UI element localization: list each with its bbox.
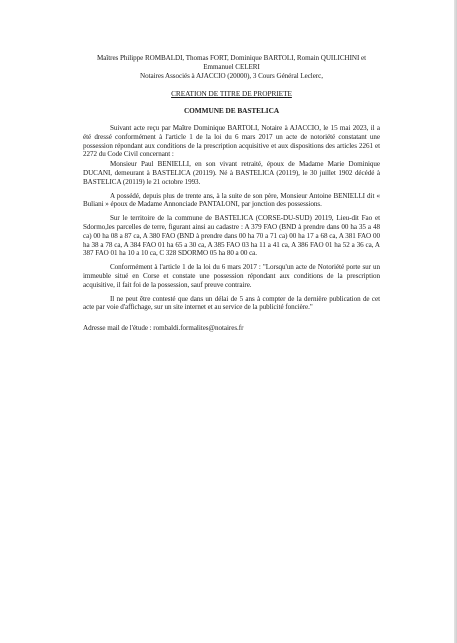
paragraph-owner: Monsieur Paul BENIELLI, en son vivant retraité, époux de Madame Marie Dominique DUCANI, demeurant à BASTELICA (20119). Né à BASTELICA (20119), le 30 juillet 1902 décédé à BASTELICA (20119) le 21 octobre 1993. (83, 160, 380, 186)
header-address-line: Notaires Associés à AJACCIO (20000), 3 Cours Général Leclerc, (140, 71, 323, 80)
paragraph-contest: Il ne peut être contesté que dans un délai de 5 ans à compter de la dernière publication de cet acte par voie d'affichage, sur un site internet et au service de la publicité foncière." (83, 294, 380, 312)
header-notaries-line-2: Emmanuel CELERI (203, 62, 260, 71)
notice-title: CREATION DE TITRE DE PROPRIETE (171, 89, 292, 99)
notice-subtitle: COMMUNE DE BASTELICA (183, 106, 280, 116)
paragraph-law: Conformément à l'article 1 de la loi du 6 mars 2017 : "Lorsqu'un acte de Notoriété porte sur un immeuble situé en Corse et constate une possession répondant aux conditions de la prescription acquisitive, il fait foi de la possession, sauf preuve contraire. (83, 263, 380, 289)
header-notaries-line: Maîtres Philippe ROMBALDI, Thomas FORT, Dominique BARTOLI, Romain QUILICHINI et (96, 54, 367, 62)
paragraph-act: Suivant acte reçu par Maître Dominique BARTOLI, Notaire à AJACCIO, le 15 mai 2023, il a été dressé conformément à l'article 1 de la loi du 6 mars 2017 un acte de notoriété constatant une possession répondant aux conditions de la prescription acquisitive et aux dispositions des articles 2261 et 2272 du Code Civil concernant : (83, 123, 380, 159)
paragraph-parcels: Sur le territoire de la commune de BASTELICA (CORSE-DU-SUD) 20119, Lieu-dit Fao et Sdormo,les parcelles de terre, figurant ainsi au cadastre : A 379 FAO (BND à prendre dans 00 ha 35 a 48 ca) 00 ha 08 a 87 ca, A 380 FAO (BND à prendre dans 00 ha 70 a 71 ca) 00 ha 17 a 68 ca, A 381 FAO 00 ha 38 a 78 ca, A 384 FAO 01 ha 65 a 30 ca, A 385 FAO 03 ha 11 a 41 ca, A 386 FAO 01 ha 52 a 36 ca, A 387 FAO 01 ha 10 a 10 ca, C 328 SDORMO 05 ha 80 a 00 ca. (83, 214, 380, 258)
notice-content (83, 54, 380, 333)
paragraph-possession: A possédé, depuis plus de trente ans, à la suite de son père, Monsieur Antoine BENIELLI dit « Buliani » époux de Madame Annonciade PANTALONI, par jonction des possessions. (83, 191, 380, 209)
office-email-line: Adresse mail de l'étude : rombaldi.formalites@notaires.fr (83, 324, 244, 333)
